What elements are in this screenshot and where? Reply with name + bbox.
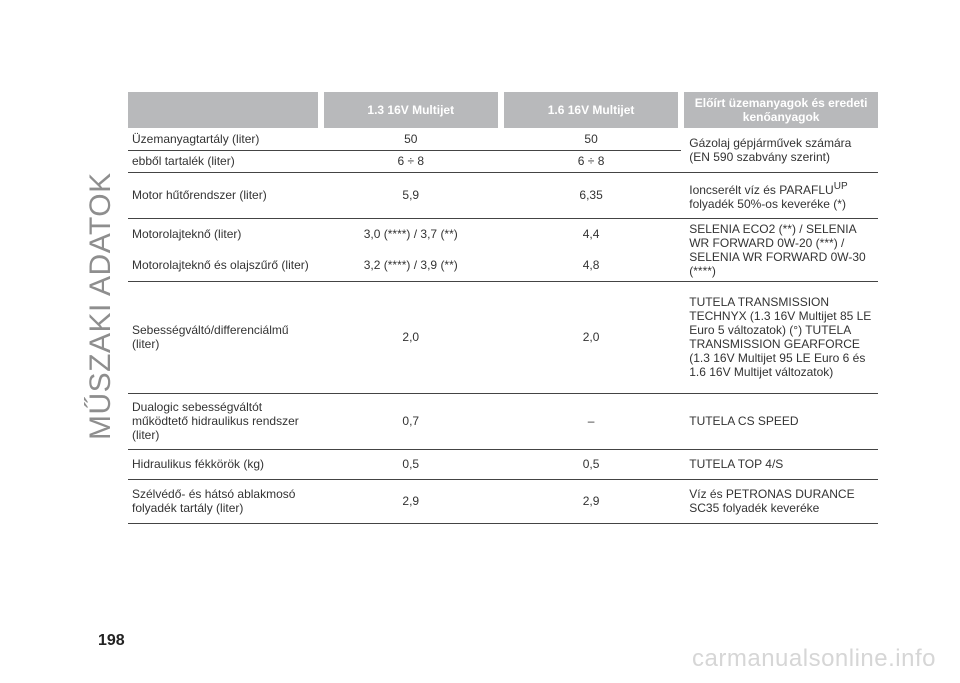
spec-brakes: TUTELA TOP 4/S <box>681 449 878 479</box>
table-row <box>128 393 878 449</box>
row-item: Dualogic sebességváltót működtető hidraulikus rendszer (liter) <box>128 393 321 449</box>
side-title <box>84 172 124 440</box>
row-item: Motorolajteknő és olajszűrő (liter) <box>128 250 321 282</box>
spec-fuel: Gázolaj gépjárművek számára (EN 590 szabvány szerint) <box>681 128 878 172</box>
row-value-1-3: 2,9 <box>321 479 501 523</box>
row-value-1-3: 0,7 <box>321 393 501 449</box>
table-row <box>128 479 878 523</box>
row-value-1-3: 0,5 <box>321 449 501 479</box>
row-value-1-6: 50 <box>501 128 681 150</box>
spec-dualogic: TUTELA CS SPEED <box>681 393 878 449</box>
table-row <box>128 449 878 479</box>
specifications-table <box>128 92 878 524</box>
spec-washer: Víz és PETRONAS DURANCE SC35 folyadék keveréke <box>681 479 878 523</box>
row-value-1-3: 6 ÷ 8 <box>321 150 501 172</box>
header-prescribed-fluids: Előírt üzemanyagok és eredeti kenőanyagok <box>681 92 878 128</box>
row-item: Hidraulikus fékkörök (kg) <box>128 449 321 479</box>
table-row <box>128 128 878 150</box>
row-value-1-3: 50 <box>321 128 501 150</box>
watermark: carmanualsonline.info <box>692 645 936 672</box>
side-title-text: MŰSZAKI ADATOK <box>84 172 117 440</box>
header-1-3-multijet: 1.3 16V Multijet <box>321 92 501 128</box>
spec-coolant-rest: folyadék 50%-os keveréke (*) <box>689 196 846 211</box>
row-item: Szélvédő- és hátsó ablakmosó folyadék tartály (liter) <box>128 479 321 523</box>
spec-coolant <box>681 172 878 218</box>
page-number: 198 <box>98 632 125 649</box>
row-value-1-6: – <box>501 393 681 449</box>
header-1-6-multijet: 1.6 16V Multijet <box>501 92 681 128</box>
row-value-1-6: 0,5 <box>501 449 681 479</box>
row-value-1-6: 2,9 <box>501 479 681 523</box>
row-item: Üzemanyagtartály (liter) <box>128 128 321 150</box>
table-header-row <box>128 92 878 128</box>
row-value-1-6: 4,4 <box>582 227 600 241</box>
header-empty <box>128 92 321 128</box>
row-value-1-6: 6,35 <box>501 172 681 218</box>
table-row <box>128 281 878 393</box>
spec-coolant-main: Ioncserélt víz és PARAFLU <box>689 182 834 197</box>
row-value-1-3: 5,9 <box>321 172 501 218</box>
table-row <box>128 218 878 250</box>
row-item: Sebességváltó/differenciálmű (liter) <box>128 281 321 393</box>
row-value-1-3: 3,2 (****) / 3,9 (**) <box>321 250 501 282</box>
row-value-1-3: 3,0 (****) / 3,7 (**) <box>363 227 458 241</box>
row-value-1-6: 6 ÷ 8 <box>501 150 681 172</box>
table-row <box>128 172 878 218</box>
row-item: Motor hűtőrendszer (liter) <box>128 172 321 218</box>
row-item: Motorolajteknő (liter) <box>132 227 242 241</box>
row-value-1-6: 2,0 <box>501 281 681 393</box>
spec-engine-oil: SELENIA ECO2 (**) / SELENIA WR FORWARD 0W-20 (***) / SELENIA WR FORWARD 0W-30 (****) <box>681 218 878 281</box>
row-value-1-6: 4,8 <box>501 250 681 282</box>
row-item: ebből tartalék (liter) <box>128 150 321 172</box>
spec-coolant-sup: UP <box>833 180 848 192</box>
row-value-1-3: 2,0 <box>321 281 501 393</box>
spec-gearbox: TUTELA TRANSMISSION TECHNYX (1.3 16V Multijet 85 LE Euro 5 változatok) (°) TUTELA TRANSMISSION GEARFORCE (1.3 16V Multijet 95 LE Euro 6 és 1.6 16V Multijet változatok) <box>681 281 878 393</box>
